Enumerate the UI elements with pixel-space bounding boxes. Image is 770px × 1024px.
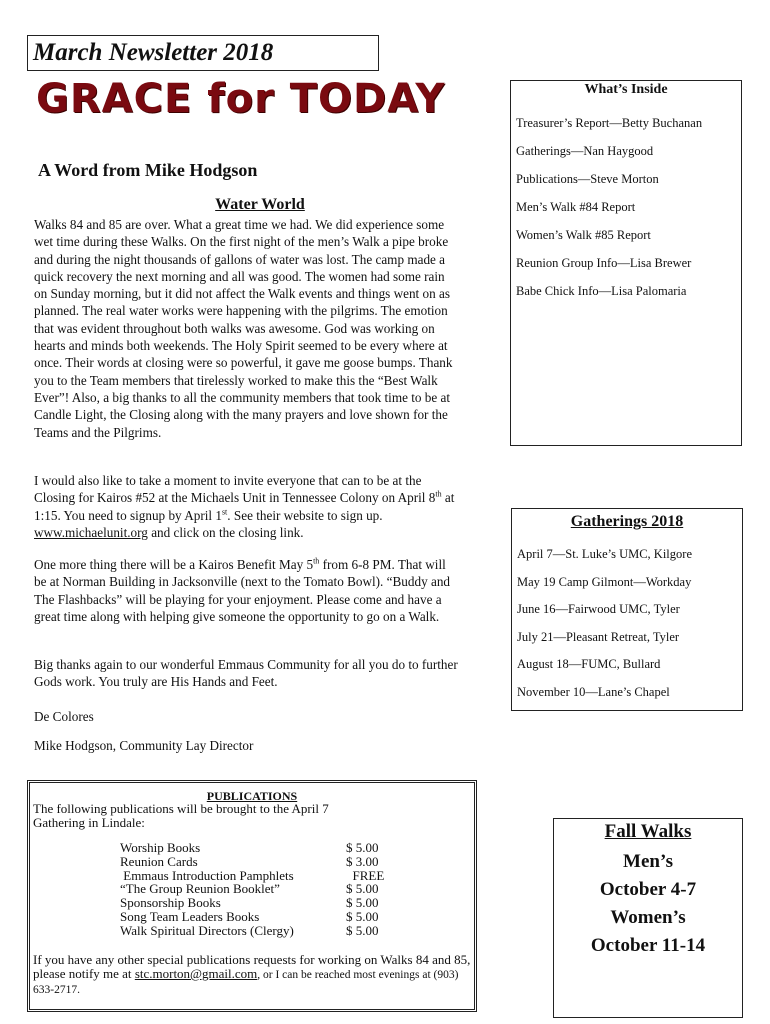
- list-item: Women’s Walk #85 Report: [516, 228, 651, 242]
- publications-box: [27, 780, 477, 1012]
- table-row: Song Team Leaders Books $ 5.00: [120, 908, 379, 924]
- list-item: November 10—Lane’s Chapel: [517, 684, 670, 699]
- article-heading: A Word from Mike Hodgson: [38, 160, 258, 180]
- list-item: Gatherings—Nan Haygood: [516, 144, 654, 158]
- publications-footer: If you have any other special publications requests for working on Walks 84 and 85, please notify me at stc.morton@gmail.com, or I can be reached most evenings at (903) 633-2717.: [33, 952, 471, 996]
- mens-walk-label: Men’s: [623, 851, 673, 872]
- list-item: Reunion Group Info—Lisa Brewer: [516, 256, 692, 270]
- list-item: Publications—Steve Morton: [516, 172, 659, 186]
- table-row: Walk Spiritual Directors (Clergy) $ 5.00: [120, 922, 379, 938]
- article-paragraph-2: I would also like to take a moment to invite everyone that can to be at the Closing for Kairos #52 at the Michaels Unit in Tennessee Colony on April 8th at 1:15. You need to signup by April 1st. See their website to sign up. www.michaelunit.org and click on the closing link.: [34, 473, 455, 540]
- whats-inside-title: What’s Inside: [584, 82, 668, 97]
- gatherings-box: [511, 508, 743, 711]
- gatherings-title: Gatherings 2018: [570, 513, 684, 530]
- list-item: Treasurer’s Report—Betty Buchanan: [516, 116, 703, 130]
- fall-walks-title: Fall Walks: [604, 821, 692, 842]
- womens-walk-label: Women’s: [610, 907, 686, 928]
- list-item: June 16—Fairwood UMC, Tyler: [517, 602, 680, 616]
- whats-inside-box: [510, 80, 742, 446]
- article-paragraph-3: One more thing there will be a Kairos Benefit May 5th from 6-8 PM. That will be at Norman Building in Jacksonville (next to the Tomato Bowl). “Buddy and The Flashbacks” will be playing for your enjoyment. Please come and have a great time along with helping give someone the opportunity to go on a Walk.: [34, 556, 451, 624]
- table-row: “The Group Reunion Booklet” $ 5.00: [120, 881, 379, 897]
- list-item: Men’s Walk #84 Report: [516, 200, 636, 214]
- masthead-title: GRACE for TODAY: [36, 76, 446, 122]
- mens-walk-dates: October 4-7: [599, 879, 697, 900]
- table-row: Reunion Cards $ 3.00: [120, 853, 379, 869]
- list-item: July 21—Pleasant Retreat, Tyler: [517, 629, 680, 644]
- list-item: Babe Chick Info—Lisa Palomaria: [516, 284, 687, 298]
- publications-intro: The following publications will be brought to the April 7 Gathering in Lindale:: [33, 801, 329, 830]
- womens-walk-dates: October 11-14: [590, 935, 706, 956]
- table-row: Worship Books $ 5.00: [120, 840, 379, 855]
- list-item: August 18—FUMC, Bullard: [517, 657, 661, 671]
- gatherings-list: [517, 541, 692, 706]
- list-item: April 7—St. Luke’s UMC, Kilgore: [517, 547, 692, 561]
- publications-table: [120, 841, 386, 938]
- newsletter-month-title: March Newsletter 2018: [27, 35, 379, 71]
- table-row: Sponsorship Books $ 5.00: [120, 895, 379, 911]
- table-row: Emmaus Introduction Pamphlets FREE: [120, 867, 385, 883]
- article-paragraph-1: Walks 84 and 85 are over. What a great time we had. We did experience some wet time during these Walks. On the first night of the men’s Walk a pipe broke and during the night thousands of gallons of water was lost. The camp made a quick recovery the next morning and all was good. The women had some rain on Sunday morning, but it did not affect the Walk events and things went on as planned. The real water works were happening with the pilgrims. The emotion that was evident throughout both walks was awesome. God was working on hearts and minds both weekends. The Holy Spirit seemed to be every where at once. Their words at closing were so powerful, it gave me goose bumps. Thank you to the Team members that tirelessly worked to make this the “Best Walk Ever”! Also, a big thanks to all the community members that took time to be at Candle Light, the Closing along with the many prayers and love shown for the Teams and the Pilgrims.: [34, 217, 453, 440]
- article-subheading: Water World: [215, 196, 305, 213]
- email-link[interactable]: stc.morton@gmail.com: [134, 966, 258, 981]
- whats-inside-list: [516, 109, 702, 305]
- article-signature: Mike Hodgson, Community Lay Director: [34, 738, 254, 753]
- article-paragraph-4: Big thanks again to our wonderful Emmaus Community for all you do to further Gods work. You truly are His Hands and Feet.: [34, 657, 458, 690]
- michaelunit-link[interactable]: www.michaelunit.org: [34, 524, 148, 540]
- fall-walks-box: [553, 818, 743, 1018]
- publications-title: PUBLICATIONS: [206, 789, 298, 803]
- article-closing: De Colores: [34, 709, 94, 724]
- list-item: May 19 Camp Gilmont—Workday: [517, 574, 692, 589]
